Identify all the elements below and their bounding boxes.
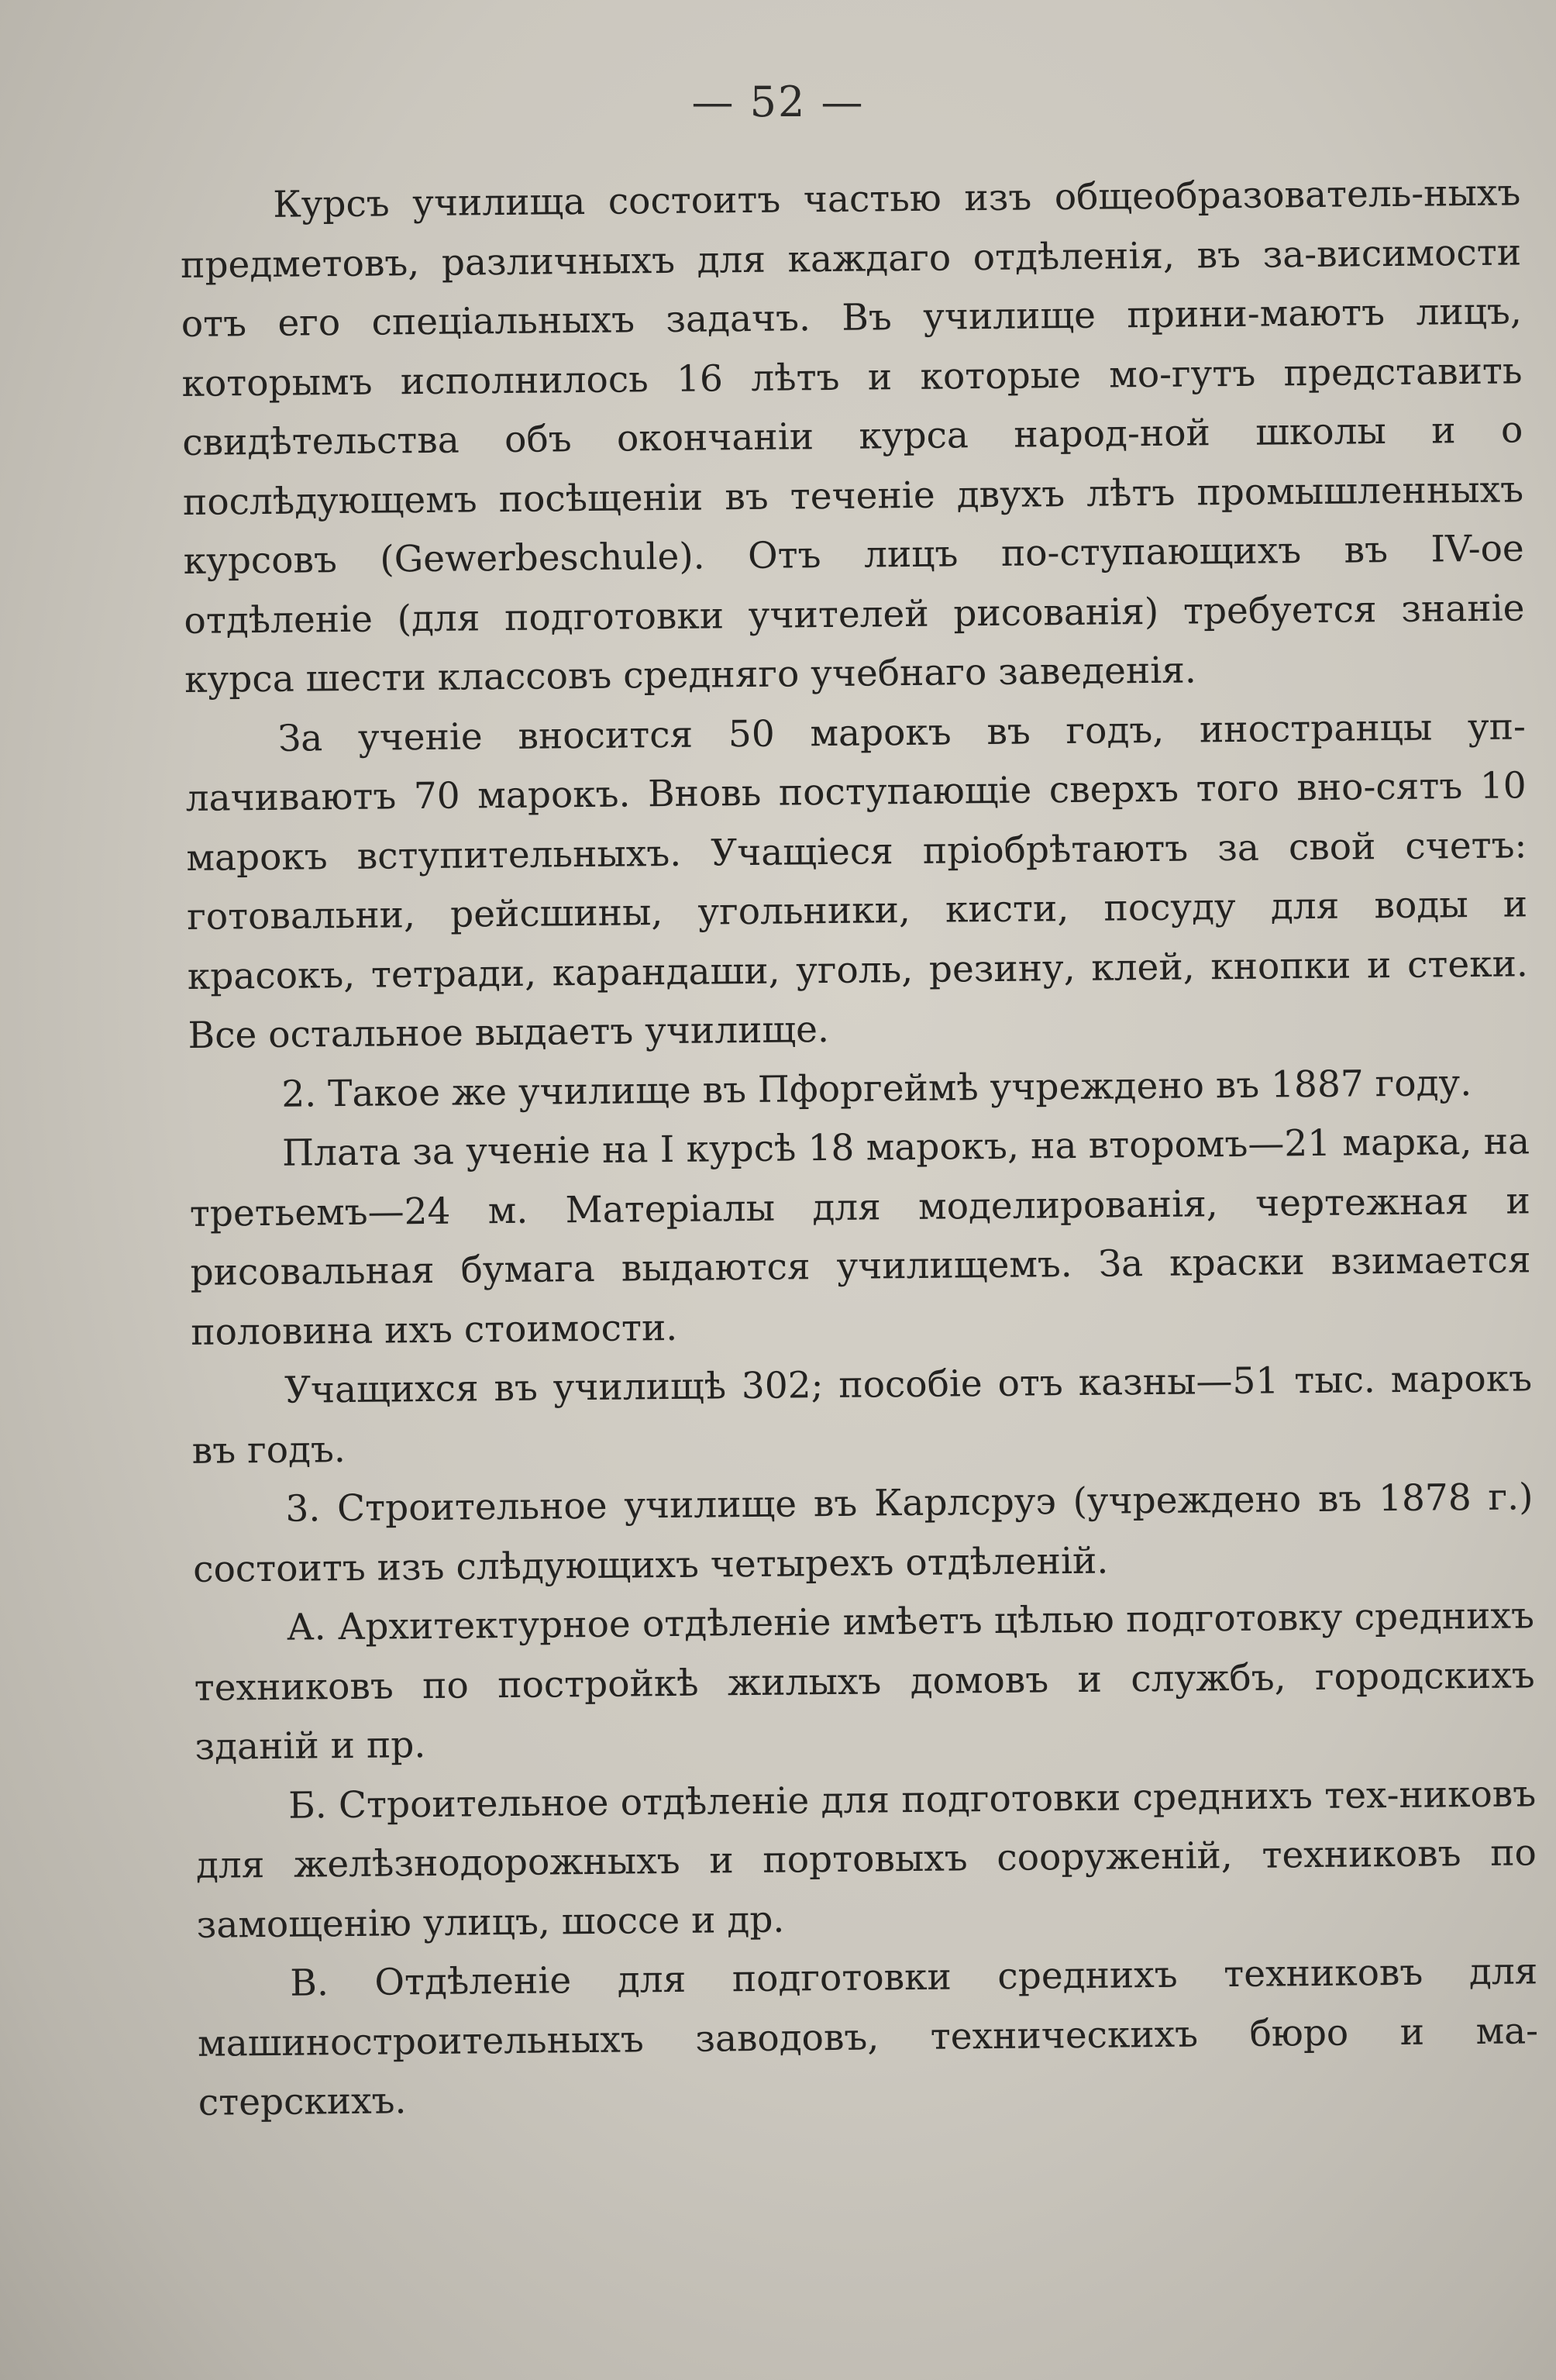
paragraph-course: Курсъ училища состоитъ частью изъ общеобразователь-ныхъ предметовъ, различныхъ для каждаго отдѣленія, въ за-висимости отъ его спеціальныхъ задачъ. Въ училище прини-маютъ лицъ, которымъ исполнилось 16 лѣтъ и которые мо-гутъ представить свидѣтельства объ окончаніи курса народ-ной школы и о послѣдующемъ посѣщеніи въ теченіе двухъ лѣтъ промышленныхъ курсовъ (Gewerbeschule). Отъ лицъ по-ступающихъ въ IV-ое отдѣленіе (для подготовки учителей рисованія) требуется знаніе курса шести классовъ средняго учебнаго заведенія.: [180, 171, 1525, 701]
page-number: — 52 —: [691, 77, 865, 126]
body-text: [180, 164, 1539, 2133]
paragraph-dept-v: В. Отдѣленіе для подготовки среднихъ техниковъ для машиностроительныхъ заводовъ, техническихъ бюро и ма-стерскихъ.: [197, 1950, 1539, 2124]
paragraph-dept-a: А. Архитектурное отдѣленіе имѣетъ цѣлью подготовку среднихъ техниковъ по постройкѣ жилыхъ домовъ и службъ, городскихъ зданій и пр.: [194, 1594, 1535, 1769]
paragraph-fees: Плата за ученіе на I курсѣ 18 марокъ, на второмъ—21 марка, на третьемъ—24 м. Матеріалы для моделированія, чертежная и рисовальная бумага выдаются училищемъ. За краски взимается половина ихъ стоимости.: [189, 1120, 1531, 1354]
paragraph-pforzheim: 2. Такое же училище въ Пфоргеймѣ учреждено въ 1887 году.: [281, 1061, 1472, 1116]
paragraph-tuition: За ученіе вносится 50 марокъ въ годъ, иностранцы уп-лачиваютъ 70 марокъ. Вновь поступающіе сверхъ того вно-сятъ 10 марокъ вступительныхъ. Учащіеся пріобрѣтаютъ за свой счетъ: готовальни, рейсшины, угольники, кисти, посуду для воды и красокъ, тетради, карандаши, уголь, резину, клей, кнопки и стеки. Все остальное выдаетъ училище.: [185, 704, 1529, 1057]
paragraph-karlsruhe: 3. Строительное училище въ Карлсруэ (учреждено въ 1878 г.) состоитъ изъ слѣдующихъ четырехъ отдѣленій.: [192, 1476, 1534, 1591]
paragraph-dept-b: Б. Строительное отдѣленіе для подготовки среднихъ тех-никовъ для желѣзнодорожныхъ и портовыхъ сооруженій, техниковъ по замощенію улицъ, шоссе и др.: [195, 1772, 1537, 1947]
paragraph-students: Учащихся въ училищѣ 302; пособіе отъ казны—51 тыс. марокъ въ годъ.: [191, 1357, 1533, 1472]
